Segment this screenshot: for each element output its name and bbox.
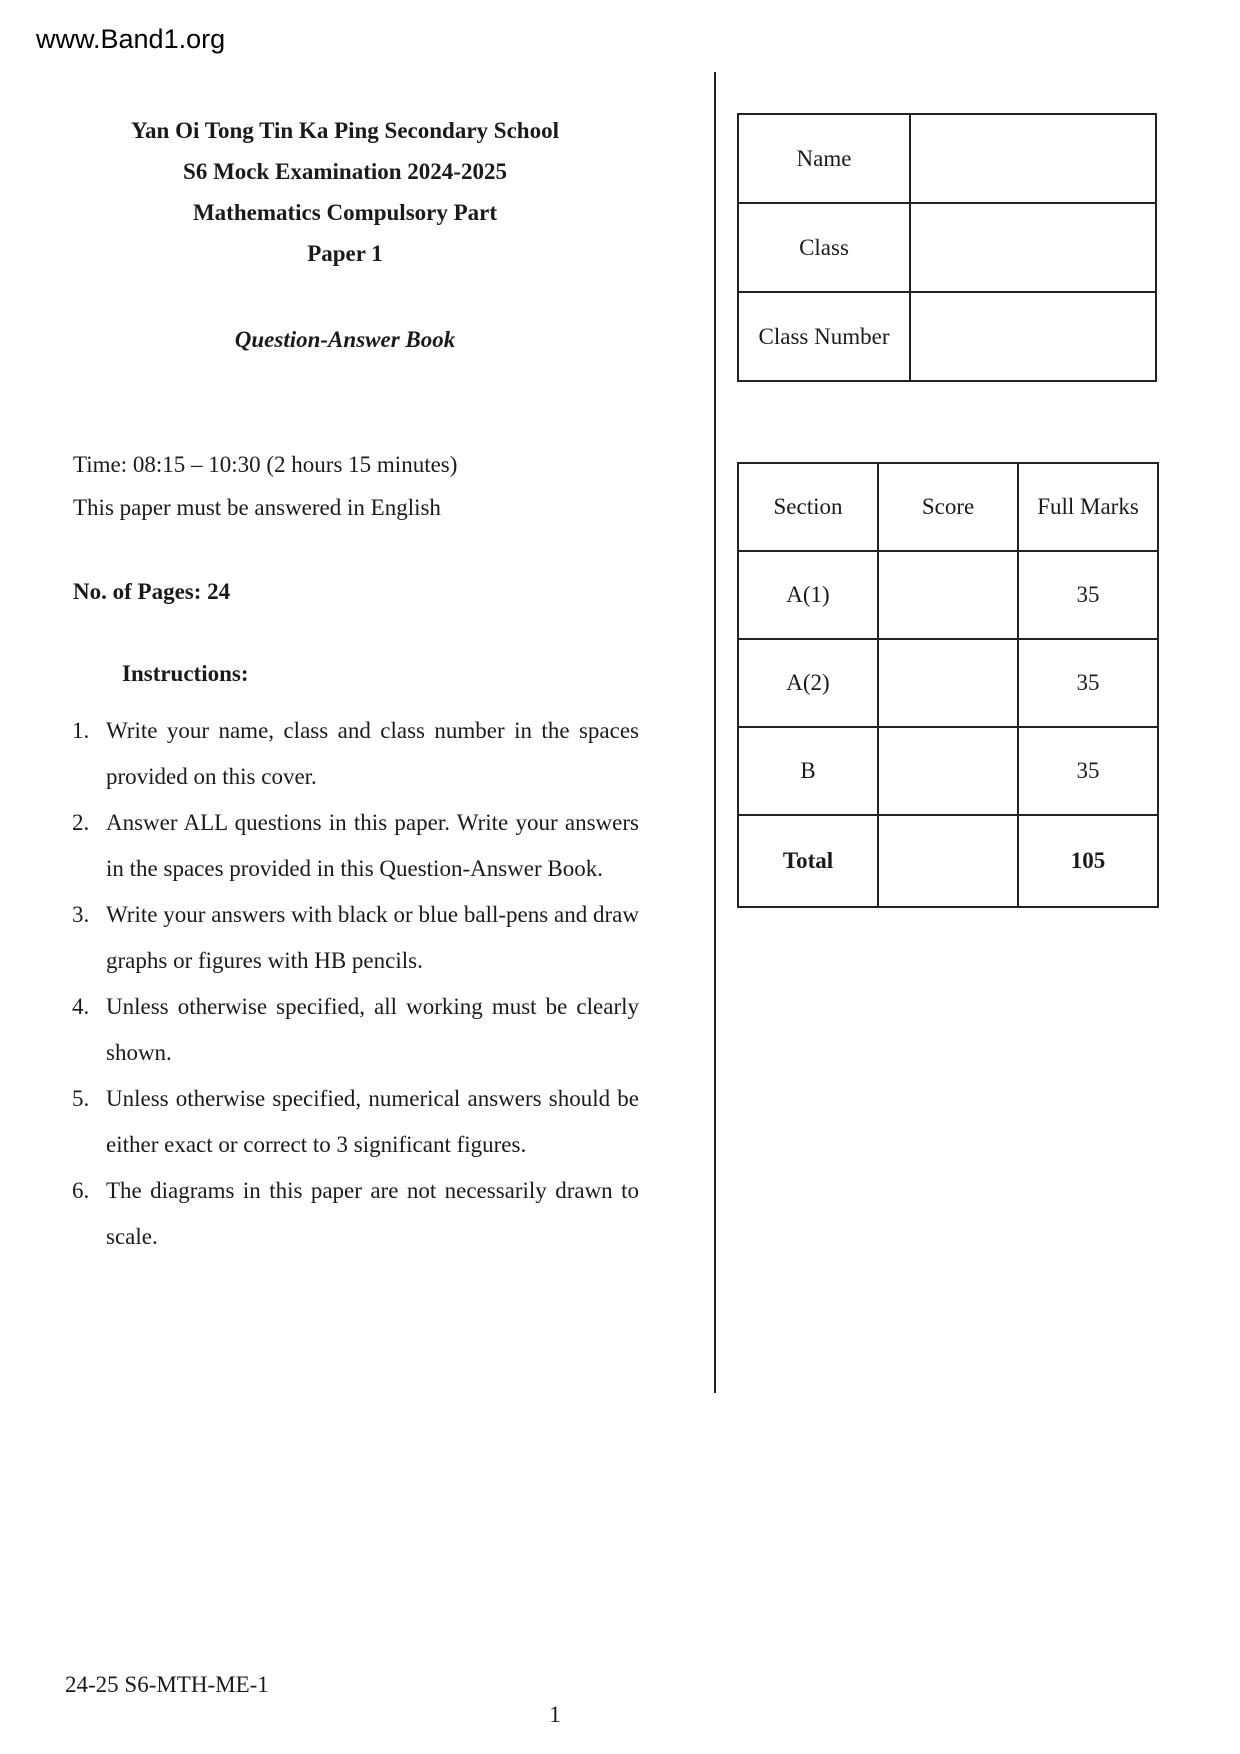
instruction-item xyxy=(72,1076,639,1168)
divider-line xyxy=(714,72,716,1393)
student-info-table xyxy=(737,113,1157,382)
book-title: Question-Answer Book xyxy=(234,327,456,352)
full-marks-cell: 105 xyxy=(1018,815,1158,907)
subject-title: Mathematics Compulsory Part xyxy=(192,200,498,225)
school-name: Yan Oi Tong Tin Ka Ping Secondary School xyxy=(131,118,559,143)
section-cell: B xyxy=(738,727,878,815)
class-number-value-cell xyxy=(910,292,1156,381)
watermark: www.Band1.org xyxy=(36,24,226,54)
item-number: 3. xyxy=(72,902,90,927)
item-text: Write your answers with black or blue ball-pens and draw graphs or figures with HB pencils. xyxy=(106,902,639,973)
table-row xyxy=(738,203,1156,292)
score-cell xyxy=(878,551,1018,639)
exam-header xyxy=(65,110,625,274)
instruction-item xyxy=(72,708,639,800)
item-text: The diagrams in this paper are not necessarily drawn to scale. xyxy=(106,1178,639,1249)
time-info: Time: 08:15 – 10:30 (2 hours 15 minutes) xyxy=(73,452,458,477)
section-cell: A(2) xyxy=(738,639,878,727)
full-marks-cell: 35 xyxy=(1018,639,1158,727)
score-cell xyxy=(878,639,1018,727)
column-header-section: Section xyxy=(738,463,878,551)
page-number: 1 xyxy=(549,1702,561,1727)
item-number: 2. xyxy=(72,810,90,835)
item-number: 4. xyxy=(72,994,90,1019)
page-count: No. of Pages: 24 xyxy=(73,579,231,604)
item-number: 5. xyxy=(72,1086,90,1111)
item-text: Answer ALL questions in this paper. Write your answers in the spaces provided in this Question-Answer Book. xyxy=(106,810,639,881)
instruction-item xyxy=(72,1168,639,1260)
score-cell xyxy=(878,727,1018,815)
table-row xyxy=(738,114,1156,203)
table-header-row xyxy=(738,463,1158,551)
row-label: Class Number xyxy=(738,292,910,381)
item-number: 1. xyxy=(72,718,90,743)
table-row-total xyxy=(738,815,1158,907)
footer-code: 24-25 S6-MTH-ME-1 xyxy=(65,1672,269,1697)
column-header-full-marks: Full Marks xyxy=(1018,463,1158,551)
full-marks-cell: 35 xyxy=(1018,727,1158,815)
item-text: Unless otherwise specified, all working must be clearly shown. xyxy=(106,994,639,1065)
item-number: 6. xyxy=(72,1178,90,1203)
instruction-item xyxy=(72,800,639,892)
row-label: Class xyxy=(738,203,910,292)
row-label: Name xyxy=(738,114,910,203)
full-marks-cell: 35 xyxy=(1018,551,1158,639)
item-text: Write your name, class and class number in the spaces provided on this cover. xyxy=(106,718,639,789)
instruction-item xyxy=(72,892,639,984)
column-header-score: Score xyxy=(878,463,1018,551)
score-table xyxy=(737,462,1159,908)
exam-info-block xyxy=(73,443,457,529)
class-value-cell xyxy=(910,203,1156,292)
table-row xyxy=(738,551,1158,639)
instructions-list xyxy=(72,708,639,1260)
paper-title: Paper 1 xyxy=(307,241,383,266)
language-info: This paper must be answered in English xyxy=(73,495,441,520)
item-text: Unless otherwise specified, numerical answers should be either exact or correct to 3 significant figures. xyxy=(106,1086,639,1157)
section-cell: A(1) xyxy=(738,551,878,639)
name-value-cell xyxy=(910,114,1156,203)
score-cell xyxy=(878,815,1018,907)
instruction-item xyxy=(72,984,639,1076)
table-row xyxy=(738,292,1156,381)
table-row xyxy=(738,727,1158,815)
section-cell: Total xyxy=(738,815,878,907)
exam-title: S6 Mock Examination 2024-2025 xyxy=(183,159,507,184)
table-row xyxy=(738,639,1158,727)
instructions-heading: Instructions: xyxy=(122,661,249,686)
